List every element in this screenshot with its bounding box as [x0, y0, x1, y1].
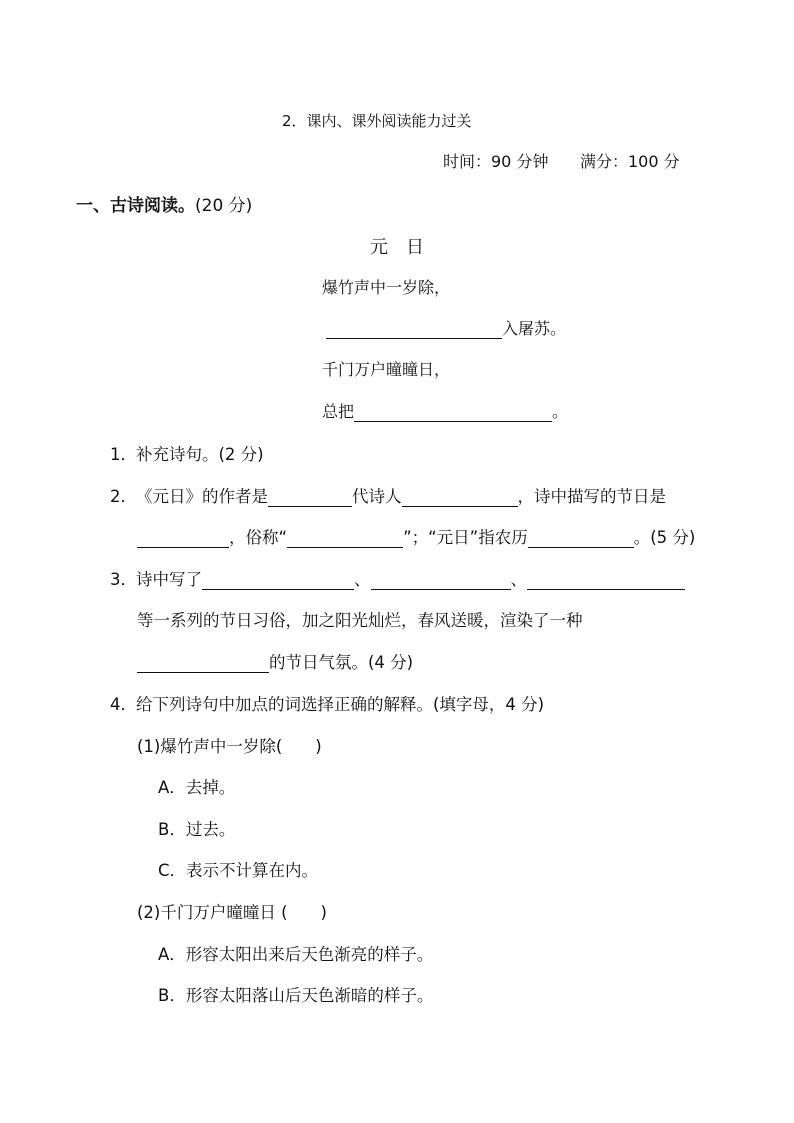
poem-line-2-suffix: 入屠苏。: [502, 319, 567, 338]
section-label: 一、古诗阅读。: [76, 196, 195, 216]
poem-line-4-prefix: 总把: [322, 402, 355, 421]
question-3-line-3: 的节日气氛。(4 分): [137, 649, 413, 673]
question-number: 4．: [110, 695, 137, 714]
lunar-date-blank[interactable]: [528, 529, 634, 548]
sub-question-2: (2)千门万户曈曈日 ( ): [137, 903, 327, 922]
poem-title: 元日: [370, 237, 442, 258]
atmosphere-blank[interactable]: [137, 654, 269, 673]
poem-blank-2[interactable]: [354, 403, 552, 422]
option-1b: B．过去。: [158, 820, 236, 839]
question-number: 1．: [110, 445, 137, 464]
option-1c: C．表示不计算在内。: [158, 861, 319, 880]
poem-line-3: 千门万户曈曈日，: [322, 360, 451, 379]
option-1a: A．去掉。: [158, 778, 236, 797]
question-2-line-2: ，俗称“ ”；“元日”指农历 。(5 分): [137, 524, 695, 548]
custom-blank-2[interactable]: [371, 571, 511, 590]
question-1: [110, 441, 264, 465]
question-2-line-1: 2．《元日》的作者是 代诗人 ，诗中描写的节日是: [110, 483, 666, 507]
section-points: (20 分): [195, 196, 253, 216]
page-title: 2．课内、课外阅读能力过关: [282, 112, 472, 130]
question-4: [110, 691, 544, 715]
question-number: 2．: [110, 487, 137, 506]
custom-blank-1[interactable]: [202, 571, 354, 590]
question-3-line-1: 3．诗中写了 、 、: [110, 566, 685, 590]
exam-time: 时间：90 分钟: [443, 152, 549, 171]
poem-line-1: 爆竹声中一岁除，: [322, 278, 451, 297]
option-2b: B．形容太阳落山后天色渐暗的样子。: [158, 986, 434, 1005]
poem-line-4-suffix: 。: [552, 402, 569, 421]
poem-line-2: [326, 316, 566, 339]
exam-full-score: 满分：100 分: [580, 152, 680, 171]
question-number: 3．: [110, 570, 137, 589]
question-4-text: 给下列诗句中加点的词选择正确的解释。(填字母，4 分): [136, 695, 545, 714]
poem-blank-1[interactable]: [326, 320, 502, 339]
nickname-blank[interactable]: [287, 529, 403, 548]
question-1-text: 补充诗句。(2 分): [136, 445, 264, 464]
option-2a: A．形容太阳出来后天色渐亮的样子。: [158, 945, 434, 964]
section-heading: [76, 191, 252, 216]
poem-line-4: [322, 399, 568, 422]
poet-blank[interactable]: [402, 488, 518, 507]
question-3-line-2: 等一系列的节日习俗，加之阳光灿烂，春风送暖，渲染了一种: [137, 611, 583, 630]
sub-question-1: (1)爆竹声中一岁除( ): [137, 737, 322, 756]
author-blank[interactable]: [268, 488, 352, 507]
festival-blank[interactable]: [137, 529, 229, 548]
custom-blank-3[interactable]: [527, 571, 685, 590]
